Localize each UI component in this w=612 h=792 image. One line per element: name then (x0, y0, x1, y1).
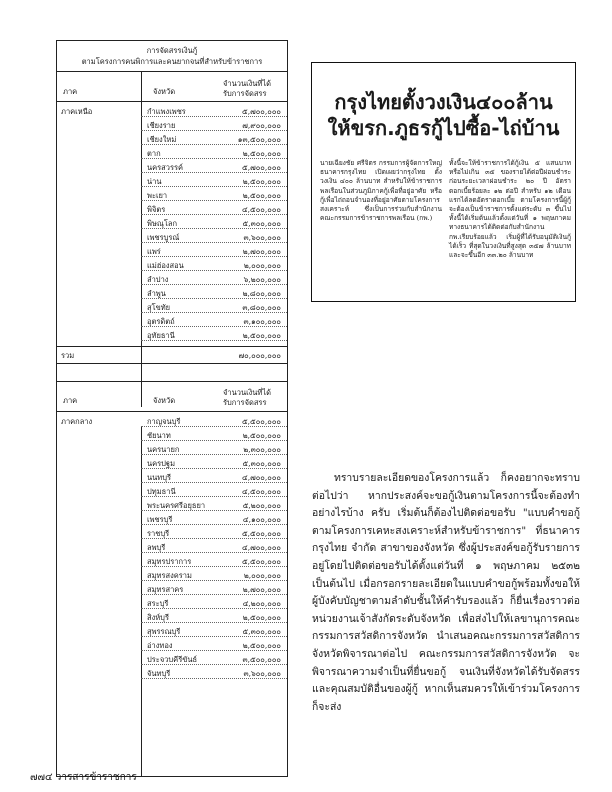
header-region-2: ภาค (63, 396, 78, 405)
table-row (57, 117, 287, 131)
clipping-headline (318, 89, 569, 141)
allocation-table (56, 40, 288, 777)
table-row (57, 637, 287, 651)
allocation-amount: ๓,๕๐๐,๐๐๐ (242, 655, 281, 664)
province-name: พระนครศรีอยุธยา (147, 501, 206, 510)
table-row (57, 525, 287, 539)
province-name: อ่างทอง (147, 641, 173, 650)
allocation-amount: ๗,๙๐๐,๐๐๐ (242, 121, 281, 130)
headline-line1: กรุงไทยตั้งวงเงิน๔๐๐ล้าน (334, 90, 553, 114)
allocation-amount: ๒,๗๐๐,๐๐๐ (242, 585, 281, 594)
table-row (57, 553, 287, 567)
header-amount-line2: รับการจัดสรร (223, 89, 267, 98)
province-name: เพชรบุรี (147, 515, 173, 524)
allocation-amount: ๓,๑๐๐,๐๐๐ (243, 317, 281, 326)
province-name: จันทบุรี (147, 669, 171, 678)
table-row (57, 313, 287, 327)
header-province: จังหวัด (153, 87, 176, 96)
allocation-amount: ๑๓,๕๐๐,๐๐๐ (237, 135, 281, 144)
header-amount-line1-2: จำนวนเงินที่ได้ (223, 388, 272, 397)
province-name: สุโขทัย (147, 303, 171, 312)
allocation-amount: ๕,๕๐๐,๐๐๐ (241, 557, 281, 566)
province-name: สิงห์บุรี (147, 613, 169, 622)
province-name: แพร่ (147, 247, 161, 256)
table-row (57, 665, 287, 679)
province-name: พิษณุโลก (147, 219, 178, 228)
table-row (57, 159, 287, 173)
province-name: ราชบุรี (147, 529, 170, 538)
table-row (57, 623, 287, 637)
province-name: ชัยนาท (147, 431, 171, 440)
row-separator (141, 340, 287, 341)
table-row (57, 201, 287, 215)
table-row (57, 497, 287, 511)
province-name: สุพรรณบุรี (147, 627, 181, 636)
table-row (57, 413, 287, 427)
province-name: เชียงราย (147, 121, 176, 130)
header-province-2: จังหวัด (153, 396, 176, 405)
header-amount-line1: จำนวนเงินที่ได้ (223, 79, 272, 88)
province-name: ลพบุรี (147, 543, 166, 552)
table-row (57, 285, 287, 299)
allocation-amount: ๒,๐๐๐,๐๐๐ (243, 571, 281, 580)
province-name: สมุทรสงคราม (147, 571, 192, 580)
table-row (57, 215, 287, 229)
allocation-amount: ๒,๕๐๐,๐๐๐ (242, 431, 281, 440)
page-footer: ๗๗๔ วารสารข้าราชการ (30, 772, 137, 783)
province-name: อุทัยธานี (147, 331, 175, 340)
province-name: นครปฐม (147, 459, 176, 468)
allocation-amount: ๒,๕๐๐,๐๐๐ (242, 641, 281, 650)
province-name: นนทบุรี (147, 473, 171, 482)
article-body (312, 470, 580, 716)
table-row (57, 145, 287, 159)
table-row (57, 327, 287, 341)
allocation-amount: ๔,๕๐๐,๐๐๐ (241, 205, 281, 214)
total-label: รวม (61, 351, 75, 360)
province-name: น่าน (147, 177, 162, 186)
province-name: สมุทรปราการ (147, 557, 192, 566)
table-row (57, 271, 287, 285)
table-divider (57, 381, 287, 382)
allocation-amount: ๒,๕๐๐,๐๐๐ (242, 191, 281, 200)
province-name: พะเยา (147, 191, 168, 200)
table-divider (57, 346, 287, 347)
allocation-amount: ๕,๗๐๐,๐๐๐ (242, 163, 281, 172)
province-name: แม่ฮ่องสอน (147, 261, 184, 270)
table-row (57, 187, 287, 201)
province-name: กำแพงเพชร (147, 107, 186, 116)
table-divider (57, 363, 287, 364)
header-amount-line2-2: รับการจัดสรร (223, 398, 267, 407)
allocation-amount: ๕,๕๐๐,๐๐๐ (241, 529, 281, 538)
allocation-amount: ๕,๓๐๐,๐๐๐ (242, 219, 281, 228)
table-row (57, 257, 287, 271)
news-clipping (311, 62, 576, 302)
table-row (57, 539, 287, 553)
province-name: กาญจนบุรี (147, 417, 181, 426)
table-row (57, 103, 287, 117)
table-row (57, 427, 287, 441)
allocation-amount: ๔,๒๐๐,๐๐๐ (242, 599, 281, 608)
allocation-amount: ๒,๘๐๐,๐๐๐ (242, 289, 281, 298)
region-north: ภาคเหนือ (61, 107, 93, 116)
table-row (57, 609, 287, 623)
allocation-amount: ๒,๐๐๐,๐๐๐ (243, 261, 281, 270)
allocation-amount: ๕,๗๐๐,๐๐๐ (242, 107, 281, 116)
allocation-amount: ๔,๕๐๐,๐๐๐ (241, 487, 281, 496)
allocation-amount: ๕,๒๐๐,๐๐๐ (242, 501, 281, 510)
province-name: สมุทรสาคร (147, 585, 184, 594)
province-name: เชียงใหม่ (147, 135, 177, 144)
table-row (57, 595, 287, 609)
table-caption-line2: ตามโครงการคนพิการและคนยากจนที่สำหรับข้าราชการ (81, 57, 263, 66)
province-name: พิจิตร (147, 205, 166, 214)
table-row (57, 511, 287, 525)
province-name: ลำพูน (147, 289, 166, 298)
province-name: ปทุมธานี (147, 487, 176, 496)
allocation-amount: ๔,๑๐๐,๐๐๐ (242, 515, 281, 524)
province-name: อุตรดิตถ์ (147, 317, 175, 326)
table-row (57, 229, 287, 243)
allocation-amount: ๓,๖๐๐,๐๐๐ (243, 669, 281, 678)
header-region: ภาค (63, 87, 78, 96)
table-divider (57, 411, 287, 412)
allocation-amount: ๕,๓๐๐,๐๐๐ (242, 627, 281, 636)
allocation-amount: ๒,๕๐๐,๐๐๐ (242, 331, 281, 340)
table-row (57, 131, 287, 145)
table-row (57, 567, 287, 581)
table-row (57, 469, 287, 483)
allocation-amount: ๓,๘๐๐,๐๐๐ (242, 303, 281, 312)
clipping-column-2: ทั้งนี้จะให้ข้าราชการได้กู้เงิน ๕ แสนบาทหรือไม่เกิน ๓๕ ของรายได้ต่อปีผ่อนชำระ ก่อนระยะเวลาผ่อนชำระ ๒๐ ปี อัตราดอกเบี้ยร้อยละ ๑๒ ต่อปี สำหรับ ๑๒ เดือนแรกได้ลดอัตราดอกเบี้ย ตามโครงการนี้ผู้กู้จะต้องเป็นข้าราชการตั้งแต่ระดับ ๓ ขึ้นไป ทั้งนี้ได้เริ่มต้นแล้วตั้งแต่วันที่ ๑ พฤษภาคม ทางธนาคารได้ติดต่อกับสำนักงาน กพ.เรียบร้อยแล้ว เริ่มผู้ที่ได้รับอนุมัติเงินกู้ได้เร็ว ที่สุดในวงเงินที่สูงสุด ๓๕๗ ล้านบาท และจะขึ้นอีก ๓๓.๒๐ ล้านบาท (449, 159, 571, 260)
headline-line2: ให้ขรก.ภูธรกู้ไปซื้อ-ไถ่บ้าน (327, 116, 560, 140)
table-row (57, 441, 287, 455)
allocation-amount: ๕,๕๐๐,๐๐๐ (241, 417, 281, 426)
clipping-column-1: นายเฉียงชัย ศรีจิตร กรรมการผู้จัดการใหญ่ธนาคารกรุงไทย เปิดเผยว่ากรุงไทย ตั้งวงเงิน ๔๐๐ ล้านบาท สำหรับให้ข้าราชการพลเรือนในส่วนภูมิภาคกู้เพื่อที่อยู่อาศัย หรือกู้เพื่อไถ่ถอนจำนองที่อยู่อาศัยตามโครงการสงเคราะห์ ซึ่งเป็นการร่วมกับสำนักงานคณะกรรมการข้าราชการพลเรือน (กพ.) (320, 159, 442, 223)
table-caption-line1: การจัดสรรเงินกู้ (146, 46, 198, 55)
allocation-amount: ๒,๕๐๐,๐๐๐ (242, 177, 281, 186)
row-separator (141, 678, 287, 679)
table-row (57, 581, 287, 595)
allocation-amount: ๓,๖๐๐,๐๐๐ (243, 233, 281, 242)
province-name: ประจวบคีรีขันธ์ (147, 655, 198, 664)
allocation-amount: ๒,๕๐๐,๐๐๐ (242, 149, 281, 158)
allocation-amount: ๕,๓๐๐,๐๐๐ (242, 459, 281, 468)
allocation-amount: ๖,๒๐๐,๐๐๐ (243, 275, 281, 284)
table-row (57, 299, 287, 313)
table-row (57, 455, 287, 469)
table-divider (57, 101, 287, 102)
allocation-amount: ๒,๕๐๐,๐๐๐ (242, 613, 281, 622)
table-row (57, 483, 287, 497)
region-central: ภาคกลาง (61, 417, 93, 426)
table-row (57, 243, 287, 257)
total-amount: ๗๐,๐๐๐,๐๐๐ (238, 351, 281, 360)
table-row (57, 173, 287, 187)
body-paragraph: ทราบรายละเอียดของโครงการแล้ว ก็คงอยากจะทราบต่อไปว่า หากประสงค์จะขอกู้เงินตามโครงการนี้จะต้องทำอย่างไรบ้าง ครับ เริ่มต้นก็ต้องไปติดต่อขอรับ "แบบคำขอกู้ตามโครงการเคหะสงเคราะห์สำหรับข้าราชการ" ที่ธนาคารกรุงไทย จำกัด สาขาของจังหวัด ซึ่งผู้ประสงค์ขอกู้รับรายการอยู่โดยไปติดต่อขอรับได้ตั้งแต่วันที่ ๑ พฤษภาคม ๒๕๓๒ เป็นต้นไป เมื่อกรอกรายละเอียดในแบบคำขอกู้พร้อมทั้งขอให้ผู้บังคับบัญชาตามลำดับชั้นให้คำรับรองแล้ว ก็ยื่นเรื่องราวต่อหน่วยงานเจ้าสังกัดระดับจังหวัด เพื่อส่งไปให้เลขานุการคณะกรรมการสวัสดิการจังหวัด นำเสนอคณะกรรมการสวัสดิการจังหวัดพิจารณาต่อไป คณะกรรมการสวัสดิการจังหวัด จะพิจารณาความจำเป็นที่ยื่นขอกู้ จนเงินที่จังหวัดได้รับจัดสรรและคุณสมบัติอื่นของผู้กู้ หากเห็นสมควรให้เข้าร่วมโครงการ ก็จะส่ง (312, 472, 580, 713)
allocation-amount: ๒,๓๐๐,๐๐๐ (243, 445, 281, 454)
allocation-amount: ๔,๗๐๐,๐๐๐ (242, 473, 281, 482)
province-name: สระบุรี (147, 599, 169, 608)
province-name: นครสวรรค์ (147, 163, 184, 172)
table-divider (57, 71, 287, 72)
province-name: ตาก (147, 149, 161, 158)
allocation-amount: ๒,๗๐๐,๐๐๐ (242, 247, 281, 256)
province-name: ลำปาง (147, 275, 169, 284)
table-row (57, 651, 287, 665)
allocation-amount: ๔,๗๐๐,๐๐๐ (242, 543, 281, 552)
province-name: เพชรบูรณ์ (147, 233, 180, 242)
province-name: นครนายก (147, 445, 180, 454)
